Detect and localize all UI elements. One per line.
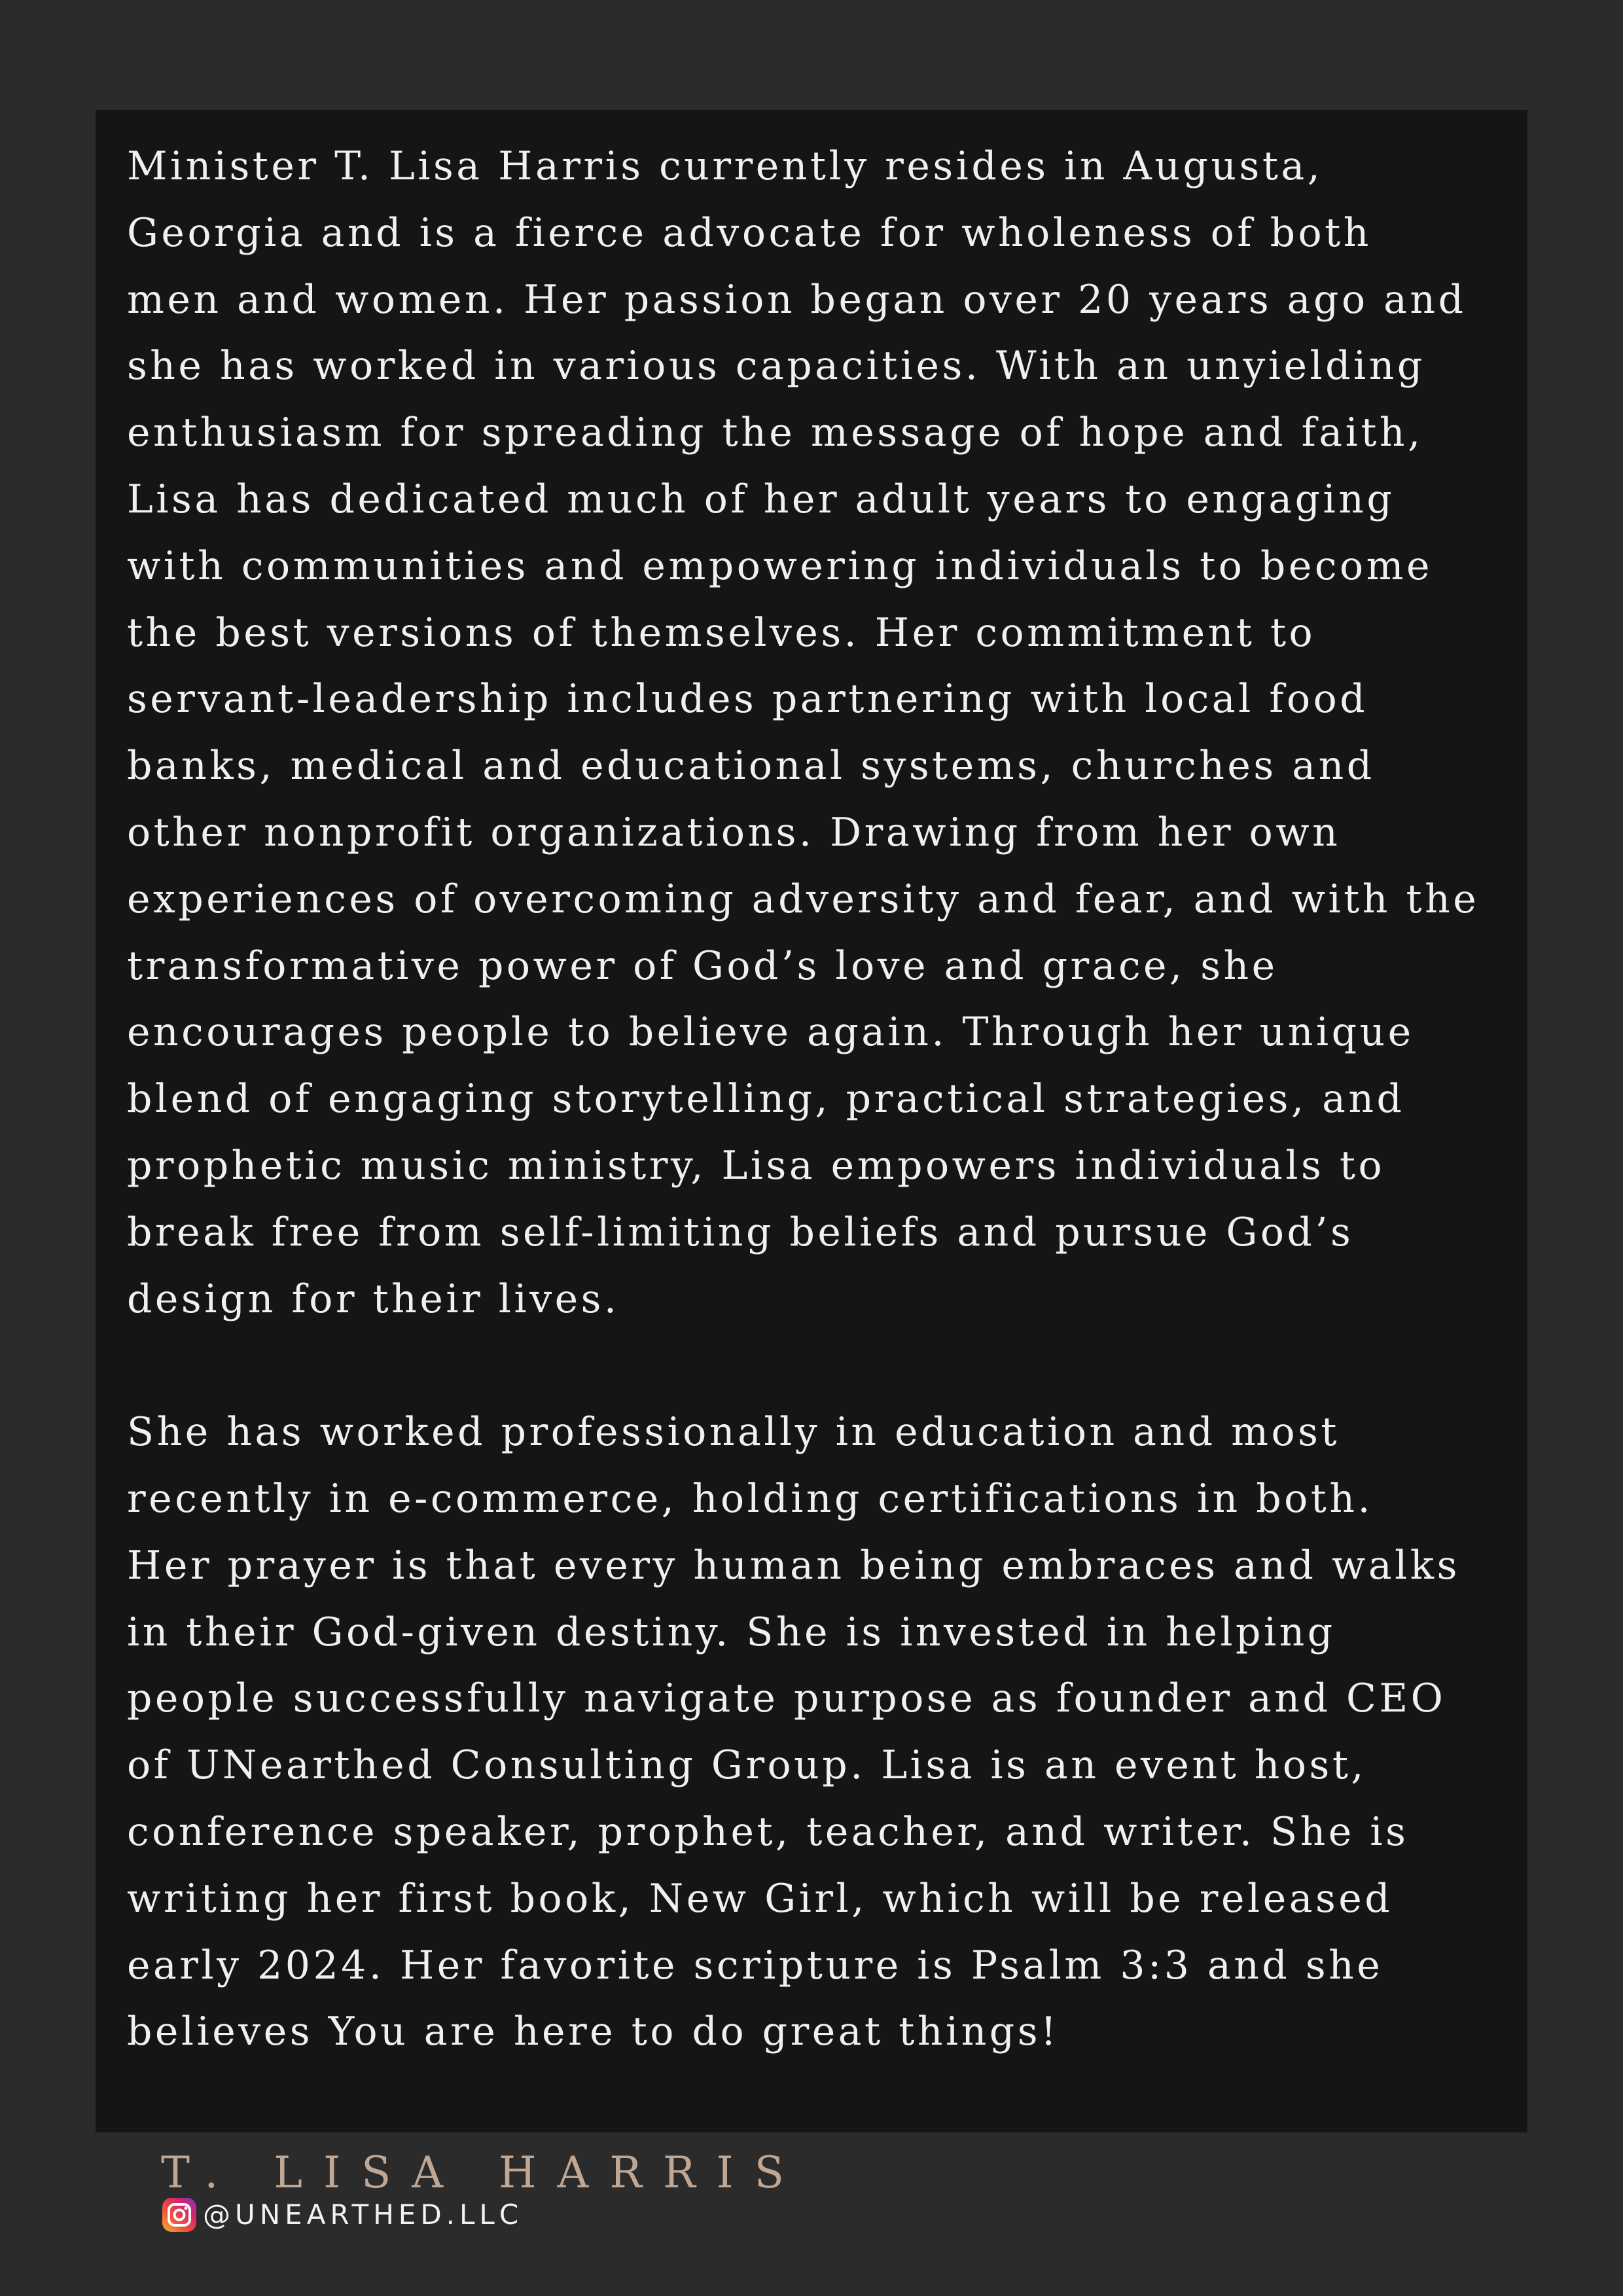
bio-line: men and women. Her passion began over 20 years ago and [127, 276, 1467, 323]
bio-line: of UNearthed Consulting Group. Lisa is an event host, [127, 1742, 1367, 1789]
bio-line: in their God-given destiny. She is invested in helping [127, 1609, 1336, 1655]
bio-text [127, 134, 1501, 2066]
instagram-handle-link[interactable] [161, 2197, 523, 2233]
paragraph-spacer [127, 1333, 1501, 1399]
bio-line: Lisa has dedicated much of her adult years to engaging [127, 476, 1395, 522]
instagram-icon [161, 2197, 198, 2233]
bio-line: break free from self-limiting beliefs and pursue God’s [127, 1209, 1354, 1255]
bio-line: she has worked in various capacities. With an unyielding [127, 343, 1425, 389]
bio-line: Georgia and is a fierce advocate for wholeness of both [127, 209, 1372, 256]
bio-line: Her prayer is that every human being embraces and walks [127, 1542, 1460, 1588]
bio-line: She has worked professionally in education and most [127, 1409, 1340, 1456]
bio-line: design for their lives. [127, 1276, 620, 1322]
bio-line: Minister T. Lisa Harris currently resides in Augusta, [127, 143, 1323, 189]
bio-line: banks, medical and educational systems, churches and [127, 743, 1375, 789]
bio-line: encourages people to believe again. Through her unique [127, 1009, 1414, 1056]
bio-line: prophetic music ministry, Lisa empowers individuals to [127, 1142, 1385, 1189]
bio-line: early 2024. Her favorite scripture is Psalm 3:3 and she [127, 1942, 1383, 1988]
bio-line: recently in e-commerce, holding certifications in both. [127, 1475, 1374, 1522]
bio-line: enthusiasm for spreading the message of hope and faith, [127, 410, 1423, 456]
bio-line: other nonprofit organizations. Drawing from her own [127, 809, 1341, 855]
bio-panel [96, 110, 1527, 2132]
bio-line: the best versions of themselves. Her commitment to [127, 609, 1316, 656]
bio-line: blend of engaging storytelling, practical strategies, and [127, 1076, 1405, 1122]
instagram-handle: @UNEARTHED.LLC [203, 2198, 524, 2231]
bio-line: believes You are here to do great things! [127, 2009, 1060, 2055]
bio-line: experiences of overcoming adversity and fear, and with the [127, 876, 1480, 922]
bio-line: with communities and empowering individuals to become [127, 543, 1433, 589]
bio-line: people successfully navigate purpose as founder and CEO [127, 1676, 1446, 1722]
author-name: T. LISA HARRIS [161, 2147, 805, 2198]
bio-line: transformative power of God’s love and grace, she [127, 942, 1278, 989]
bio-line: writing her first book, New Girl, which will be released [127, 1875, 1393, 1922]
bio-line: conference speaker, prophet, teacher, and writer. She is [127, 1808, 1409, 1855]
bio-line: servant-leadership includes partnering with local food [127, 676, 1368, 723]
